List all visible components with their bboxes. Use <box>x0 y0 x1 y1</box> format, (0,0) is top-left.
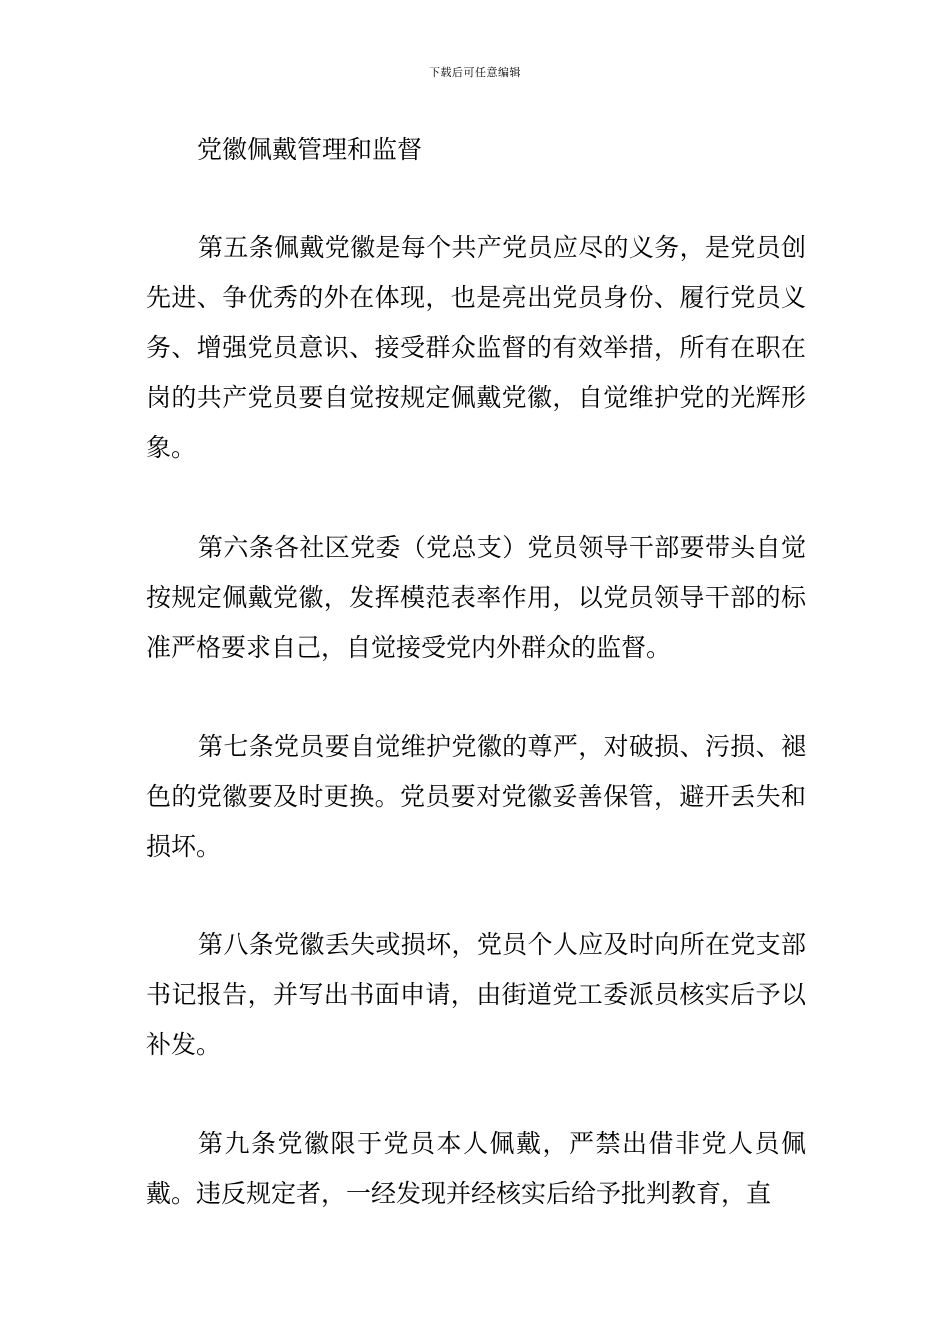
section-title: 党徽佩戴管理和监督 <box>197 135 423 164</box>
paragraph-article-5: 第五条佩戴党徽是每个共产党员应尽的义务，是党员创先进、争优秀的外在体现，也是亮出党员身份、履行党员义务、增强党员意识、接受群众监督的有效举措，所有在职在岗的共产党员要自觉按规定佩戴党徽，自觉维护党的光辉形象。 <box>146 233 806 462</box>
paragraph-article-8: 第八条党徽丢失或损坏，党员个人应及时向所在党支部书记报告，并写出书面申请，由街道党工委派员核实后予以补发。 <box>146 930 806 1059</box>
paragraph-article-6: 第六条各社区党委（党总支）党员领导干部要带头自觉按规定佩戴党徽，发挥模范表率作用，以党员领导干部的标准严格要求自己，自觉接受党内外群众的监督。 <box>146 533 806 662</box>
paragraph-article-9: 第九条党徽限于党员本人佩戴，严禁出借非党人员佩戴。违反规定者，一经发现并经核实后给予批判教育，直 <box>146 1129 806 1208</box>
header-note: 下载后可任意编辑 <box>429 66 521 79</box>
paragraph-article-7: 第七条党员要自觉维护党徽的尊严，对破损、污损、褪色的党徽要及时更换。党员要对党徽妥善保管，避开丢失和损坏。 <box>146 732 806 861</box>
